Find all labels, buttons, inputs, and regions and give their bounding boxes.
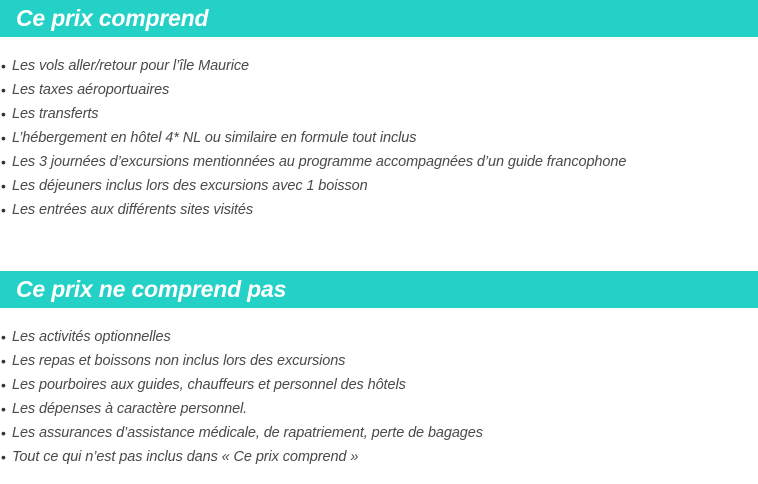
price-excludes-list (0, 325, 483, 469)
price-includes-title: Ce prix comprend (16, 5, 209, 31)
list-item-text: Les transferts (12, 106, 99, 122)
bullet-icon: • (1, 353, 6, 369)
bullet-icon: • (1, 425, 6, 441)
bullet-icon: • (1, 82, 6, 98)
bullet-icon: • (1, 154, 6, 170)
list-item-text: Les entrées aux différents sites visités (12, 202, 254, 218)
bullet-icon: • (1, 106, 6, 122)
list-item (0, 373, 483, 397)
price-excludes-section (0, 271, 758, 465)
bullet-icon: • (1, 202, 6, 218)
list-item (0, 397, 483, 421)
list-item-text: Les repas et boissons non inclus lors des excursions (12, 353, 346, 369)
price-excludes-header (0, 271, 758, 308)
list-item-text: Les vols aller/retour pour l’île Maurice (12, 58, 249, 74)
list-item (0, 421, 483, 445)
list-item-text: L’hébergement en hôtel 4* NL ou similaire en formule tout inclus (12, 130, 417, 146)
list-item-text: Tout ce qui n’est pas inclus dans « Ce prix comprend » (12, 449, 359, 465)
bullet-icon: • (1, 130, 6, 146)
list-item (0, 325, 483, 349)
bullet-icon: • (1, 377, 6, 393)
list-item-text: Les déjeuners inclus lors des excursions avec 1 boisson (12, 178, 368, 194)
list-item (0, 174, 626, 198)
list-item-text: Les 3 journées d’excursions mentionnées au programme accompagnées d’un guide francophone (12, 154, 627, 170)
list-item (0, 54, 626, 78)
bullet-icon: • (1, 58, 6, 74)
price-includes-header (0, 0, 758, 37)
bullet-icon: • (1, 178, 6, 194)
list-item-text: Les activités optionnelles (12, 329, 171, 345)
list-item (0, 126, 626, 150)
list-item (0, 445, 483, 469)
list-item (0, 150, 626, 174)
bullet-icon: • (1, 449, 6, 465)
list-item-text: Les taxes aéroportuaires (12, 82, 170, 98)
bullet-icon: • (1, 401, 6, 417)
list-item-text: Les dépenses à caractère personnel. (12, 401, 248, 417)
price-includes-list (0, 54, 626, 222)
list-item (0, 78, 626, 102)
price-includes-section (0, 0, 758, 218)
price-excludes-title: Ce prix ne comprend pas (16, 276, 287, 302)
list-item-text: Les pourboires aux guides, chauffeurs et personnel des hôtels (12, 377, 406, 393)
list-item-text: Les assurances d’assistance médicale, de rapatriement, perte de bagages (12, 425, 483, 441)
bullet-icon: • (1, 329, 6, 345)
list-item (0, 102, 626, 126)
list-item (0, 198, 626, 222)
list-item (0, 349, 483, 373)
